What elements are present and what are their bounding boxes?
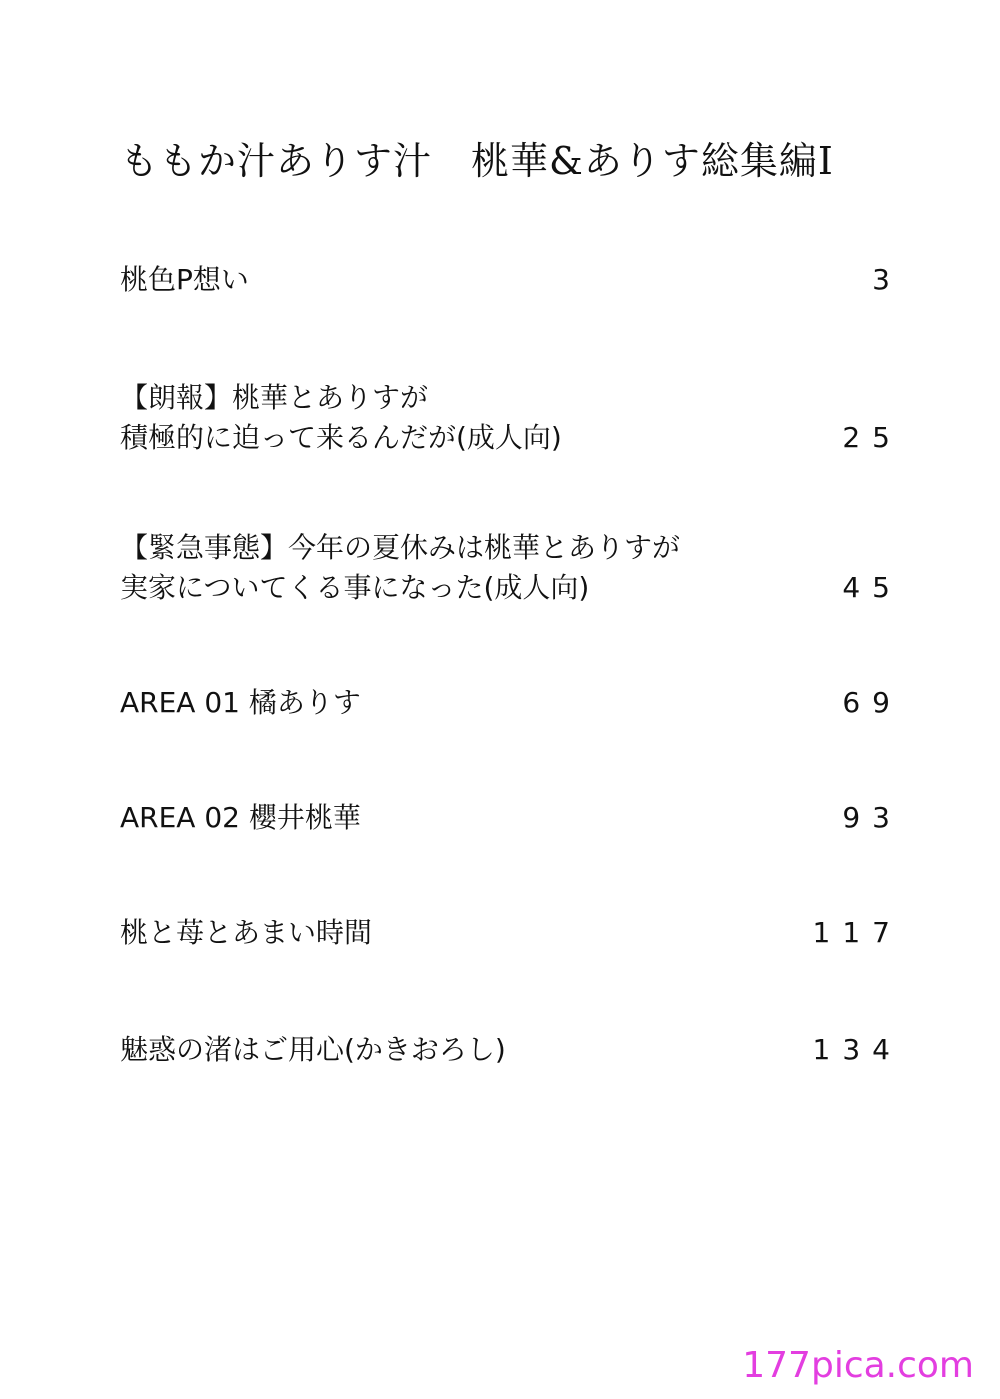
toc-entry-page: 69 <box>842 686 902 719</box>
dot-leader <box>373 683 832 723</box>
toc-entry-title: 桃と苺とあまい時間 <box>120 916 373 949</box>
toc-entry-title: AREA 02 櫻井桃華 <box>120 801 361 834</box>
dot-leader <box>373 798 832 838</box>
toc-entry-title: 魅惑の渚はご用心(かきおろし) <box>120 1033 506 1066</box>
toc-entry-page: 45 <box>842 571 902 604</box>
toc-entry-page: 117 <box>812 916 902 949</box>
toc-entry-7[interactable] <box>120 1030 902 1070</box>
book-title: ももか汁ありす汁 桃華&ありす総集編Ⅰ <box>120 139 834 183</box>
toc-entry-1[interactable] <box>120 260 902 300</box>
toc-entry-title-line1: 【朗報】桃華とありすが <box>120 381 429 414</box>
toc-entry-3[interactable] <box>120 528 902 608</box>
toc-entry-page: 25 <box>842 421 902 454</box>
dot-leader <box>261 260 862 300</box>
toc-entry-title: 実家についてくる事になった(成人向) <box>120 571 590 604</box>
toc-entry-page: 93 <box>842 801 902 834</box>
toc-entry-5[interactable] <box>120 798 902 838</box>
dot-leader <box>601 568 832 608</box>
toc-entry-page: 134 <box>812 1033 902 1066</box>
toc-entry-title: 積極的に迫って来るんだが(成人向) <box>120 421 562 454</box>
dot-leader <box>384 913 803 953</box>
dot-leader <box>518 1030 803 1070</box>
toc-entry-title: AREA 01 橘ありす <box>120 686 361 719</box>
toc-entry-2[interactable] <box>120 378 902 458</box>
toc-entry-title-line1: 【緊急事態】今年の夏休みは桃華とありすが <box>120 531 681 564</box>
toc-entry-page: 3 <box>872 263 902 296</box>
toc-entry-6[interactable] <box>120 913 902 953</box>
toc-entry-title: 桃色P想い <box>120 263 249 296</box>
dot-leader <box>574 418 833 458</box>
site-watermark: 177pica.com <box>742 1345 974 1386</box>
toc-entry-4[interactable] <box>120 683 902 723</box>
